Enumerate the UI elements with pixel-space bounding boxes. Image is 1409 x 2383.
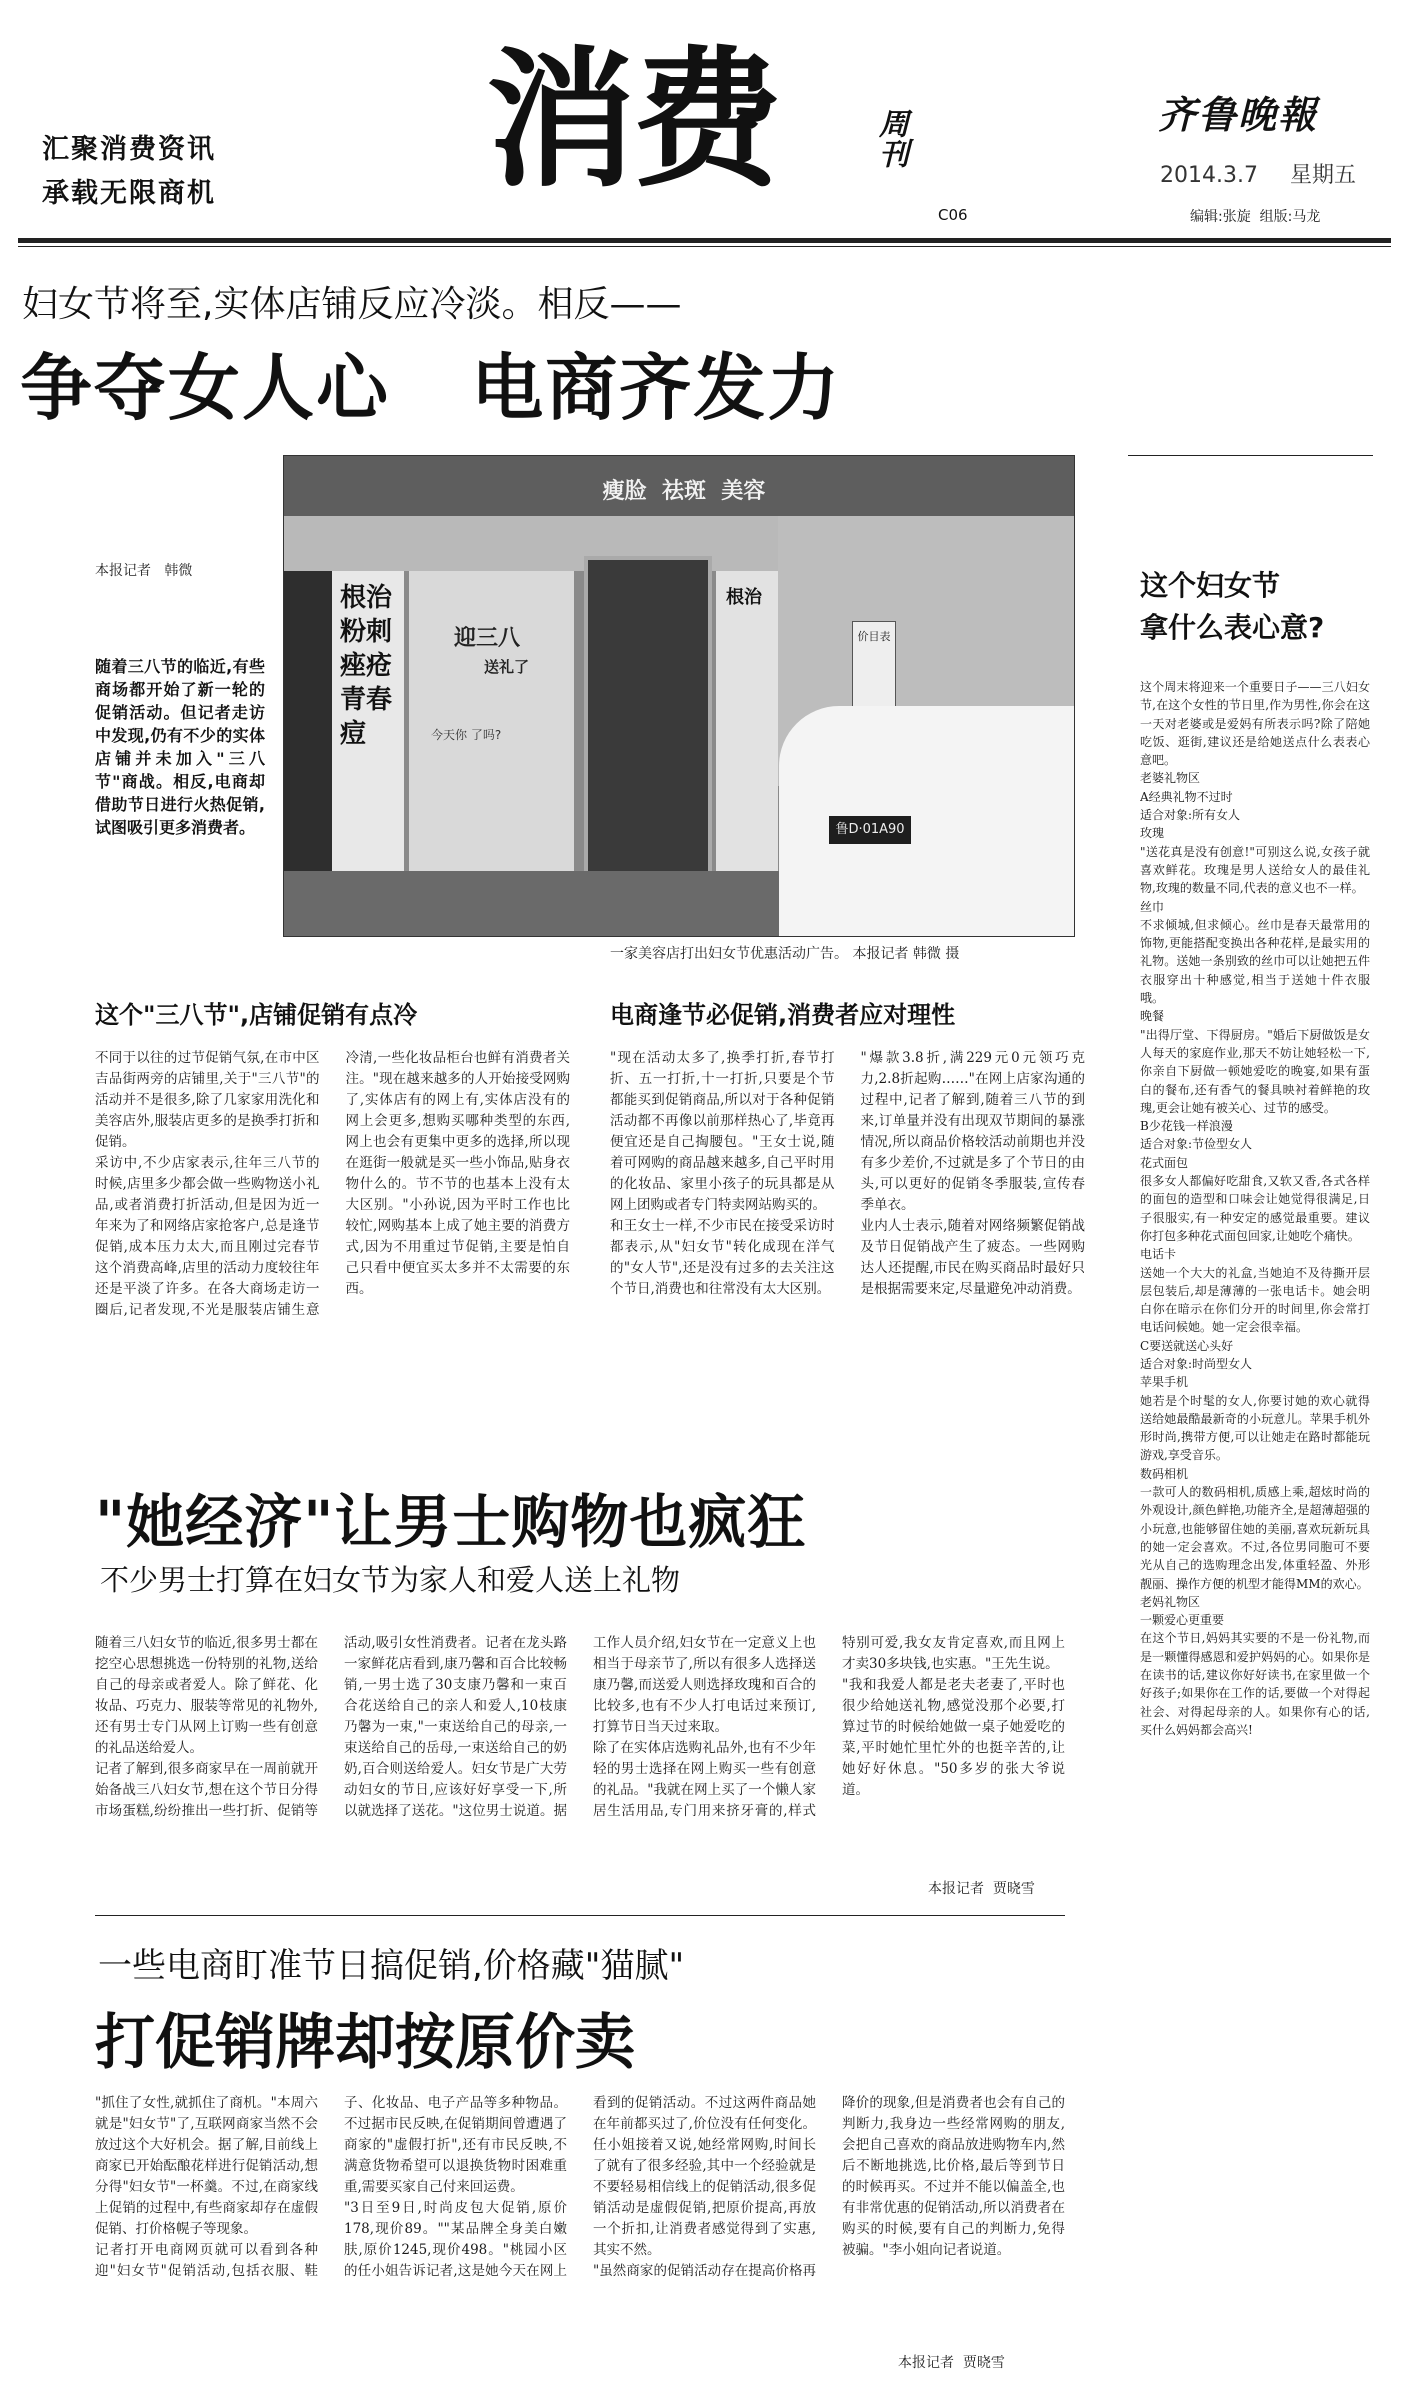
center-poster-sub: 送礼了 [484,658,530,676]
masthead-rule [18,238,1391,243]
feature-divider [95,1915,1065,1916]
feature2-body: 随着三八妇女节的临近,很多男士都在挖空心思想挑选一份特别的礼物,送给自己的母亲或者爱人。除了鲜花、化妆品、巧克力、服装等常见的礼物外,还有男士专门从网上订购一些有创意的礼品送给爱人。 记者了解到,很多商家早在一周前就开始备战三八妇女节,想在这个节日分得市场蛋糕,纷纷推出一些打折、促销等活动,吸引女性消费者。记者在龙头路一家鲜花店看到,康乃馨和百合比较畅销,一男士选了30支康乃馨和一束百合花送给自己的亲人和爱人,10枝康乃馨为一束,"一束送给自己的母亲,一束送给自己的岳母,一束送给自己的奶奶,百合则送给爱人。妇女节是广大劳动妇女的节日,应该好好享受一下,所以就选择了送花。"这位男士说道。据工作人员介绍,妇女节在一定意义上也相当于母亲节了,所以有很多人选择送康乃馨,而送爱人则选择玫瑰和百合的比较多,也有不少人打电话过来预订,打算节日当天过来取。 除了在实体店选购礼品外,也有不少年轻的男士选择在网上购买一些有创意的礼品。"我就在网上买了一个懒人家居生活用品,专门用来挤牙膏的,样式特别可爱,我女友肯定喜欢,而且网上才卖30多块钱,也实惠。"王先生说。 "我和我爱人都是老夫老妻了,平时也很少给她送礼物,感觉没那个必要,打算过节的时候给她做一桌子她爱吃的菜,平时她忙里忙外的也挺辛苦的,让她好好休息。"50多岁的张大爷说道。 [95,1635,1065,1819]
lead-byline: 本报记者 韩微 [95,563,193,579]
center-poster [409,571,574,871]
banner-text: 瘦脸 祛斑 美容 [602,479,766,504]
photo-caption: 一家美容店打出妇女节优惠活动广告。 本报记者 韩微 摄 [610,946,960,962]
masthead-slogan [42,128,216,216]
feature3-kicker: 一些电商盯准节日搞促销,价格藏"猫腻" [98,1946,685,1986]
date: 2014.3.7 [1160,163,1258,188]
sub1-title: 这个"三八节",店铺促销有点冷 [95,1001,418,1029]
parked-car [779,706,1075,936]
right-poster-text: 根治 [726,587,762,608]
page-number: C06 [938,206,968,224]
weekly-tag: 周刊 [873,108,908,168]
feature3-byline: 本报记者 贾晓雪 [898,2355,1005,2371]
sub1-body: 不同于以往的过节促销气氛,在市中区吉品街两旁的店铺里,关于"三八节"的活动并不是很多,除了几家家用洗化和美容店外,服装店更多的是换季打折和促销。 采访中,不少店家表示,往年三八节的时候,店里多少都会做一些购物送小礼品,或者消费打折活动,但是因为近一年来为了和网络店家抢客户,总是逢节促销,成本压力太大,而且刚过完春节这个消费高峰,店里的活动力度较往年还是平淡了许多。在各大商场走访一圈后,记者发现,不光是服装店铺生意冷清,一些化妆品柜台也鲜有消费者关注。"现在越来越多的人开始接受网购了,实体店有的网上有,实体店没有的网上会更多,想购买哪种类型的东西,网上也会有更集中更多的选择,所以现在逛街一般就是买一些小饰品,贴身衣物什么的。节不节的也基本上没有太大区别。"小孙说,因为平时工作也比较忙,网购基本上成了她主要的消费方式,因为不用重过节促销,主要是怕自己只看中便宜买太多并不太需要的东西。 [95,1050,570,1318]
center-poster-small: 今天你 了吗? [431,728,502,742]
lead-kicker: 妇女节将至,实体店铺反应冷淡。相反—— [22,284,682,325]
feature2-subhead: 不少男士打算在妇女节为家人和爱人送上礼物 [100,1563,681,1597]
feature2-headline: "她经济"让男士购物也疯狂 [95,1488,807,1556]
slogan-line-2: 承载无限商机 [42,178,216,209]
paper-name: 齐鲁晚報 [1158,92,1319,137]
lead-photo [283,455,1075,937]
sub2-body: "现在活动太多了,换季打折,春节打折、五一打折,十一打折,只要是个节都能买到促销商品,所以对于各种促销活动都不再像以前那样热心了,毕竟再便宜还是自己掏腰包。"王女士说,随着可网购的商品越来越多,自己平时用的化妆品、家里小孩子的玩具都是从网上团购或者专门特卖网站购买的。 和王女士一样,不少市民在接受采访时都表示,从"妇女节"转化成现在洋气的"女人节",还是没有过多的去关注这个节日,消费也和往常没有太大区别。 "爆款3.8折,满229元0元领巧克力,2.8折起购……"在网上店家沟通的过程中,记者了解到,随着三八节的到来,订单量并没有出现双节期间的暴涨情况,所以商品价格较活动前期也并没有多少差价,不过就是多了个节日的由头,可以更好的促销冬季服装,宣传春季单衣。 业内人士表示,随着对网络频繁促销战及节日促销战产生了疲态。一些网购达人还提醒,市民在购买商品时最好只是根据需要来定,尽量避免冲动消费。 [610,1050,1085,1297]
car-plate: 鲁D·01A90 [829,816,911,844]
feature3-body: "抓住了女性,就抓住了商机。"本周六就是"妇女节"了,互联网商家当然不会放过这个大好机会。据了解,目前线上商家已开始酝酿花样进行促销活动,想分得"妇女节"一杯羹。不过,在商家线上促销的过程中,有些商家却存在虚假促销、打价格幌子等现象。 记者打开电商网页就可以看到各种迎"妇女节"促销活动,包括衣服、鞋子、化妆品、电子产品等多种物品。不过据市民反映,在促销期间曾遭遇了商家的"虚假打折",还有市民反映,不满意货物希望可以退换货物时困难重重,需要买家自己付来回运费。 "3日至9日,时尚皮包大促销,原价178,现价89。""某品牌全身美白嫩肤,原价1245,现价498。"桃园小区的任小姐告诉记者,这是她今天在网上看到的促销活动。不过这两件商品她在年前都买过了,价位没有任何变化。任小姐接着又说,她经常网购,时间长了就有了很多经验,其中一个经验就是不要轻易相信线上的促销活动,很多促销活动是虚假促销,把原价提高,再放一个折扣,让消费者感觉得到了实惠,其实不然。 "虽然商家的促销活动存在提高价格再降价的现象,但是消费者也会有自己的判断力,我身边一些经常网购的朋友,会把自己喜欢的商品放进购物车内,然后不断地挑选,比价格,最后等到节日的时候再买。不过并不能以偏盖全,也有非常优惠的促销活动,所以消费者在购买的时候,要有自己的判断力,免得被骗。"李小姐向记者说道。 [95,2095,1065,2279]
issue-date [1160,158,1356,189]
sidebar-title [1140,565,1324,649]
section-title: 消费 [486,34,779,208]
sidebar-divider [1128,455,1373,456]
feature2-byline: 本报记者 贾晓雪 [928,1881,1035,1897]
lead-headline: 争夺女人心 电商齐发力 [20,346,842,430]
weekday: 星期五 [1289,163,1356,188]
storefront-door-left [284,571,332,871]
center-poster-title: 迎三八 [454,626,521,651]
editors-line: 编辑:张旋 组版:马龙 [1190,209,1321,225]
price-sign-text: 价目表 [857,630,891,643]
masthead-rule-thin [18,246,1391,247]
sidebar-title-line-1: 这个妇女节 [1140,569,1281,602]
sidebar-title-line-2: 拿什么表心意? [1140,611,1325,644]
left-poster-text: 根治粉刺痤疮青春痘 [340,583,393,749]
lead-intro: 随着三八节的临近,有些商场都开始了新一轮的促销活动。但记者走访中发现,仍有不少的实体店铺并未加入"三八节"商战。相反,电商却借助节日进行火热促销,试图吸引更多消费者。 [95,657,265,837]
glass-door [584,556,712,889]
sub2-title: 电商逢节必促销,消费者应对理性 [610,1001,956,1029]
left-poster [332,571,404,871]
feature3-headline: 打促销牌却按原价卖 [95,2008,635,2078]
sidewalk [284,871,779,936]
slogan-line-1: 汇聚消费资讯 [42,134,216,165]
right-poster [716,571,778,871]
sidebar-body: 这个周末将迎来一个重要日子——三八妇女节,在这个女性的节日里,作为男性,你会在这一天对老婆或是爱妈有所表示吗?除了陪她吃饭、逛街,建议还是给她送点什么表表心意吧。 老婆礼物区 A经典礼物不过时 适合对象:所有女人 玫瑰 "送花真是没有创意!"可别这么说,女孩子就喜欢鲜花。玫瑰是男人送给女人的最佳礼物,玫瑰的数量不同,代表的意义也不一样。 丝巾 不求倾城,但求倾心。丝巾是春天最常用的饰物,更能搭配变换出各种花样,是最实用的礼物。送她一条别致的丝巾可以让她把五件衣服穿出十种感觉,相当于送她十件衣服哦。 晚餐 "出得厅堂、下得厨房。"婚后下厨做饭是女人每天的家庭作业,那天不妨让她轻松一下,你亲自下厨做一顿她爱吃的晚宴,如果有蛋白的餐布,还有香气的餐具映衬着鲜艳的玫瑰,更会让她有被关心、过节的感受。 B少花钱一样浪漫 适合对象:节俭型女人 花式面包 很多女人都偏好吃甜食,又软又香,各式各样的面包的造型和口味会让她觉得很满足,日子很服实,有一种安定的感觉最重要。建议你打包多种花式面包回家,让她吃个痛快。 电话卡 送她一个大大的礼盒,当她迫不及待撕开层层包装后,却是薄薄的一张电话卡。她会明白你在暗示在你们分开的时间里,你会常打电话问候她。她一定会很幸福。 C要送就送心头好 适合对象:时尚型女人 苹果手机 她若是个时髦的女人,你要讨她的欢心就得送给她最酷最新奇的小玩意儿。苹果手机外形时尚,携带方便,可以让她走在路时都能玩游戏,享受音乐。 数码相机 一款可人的数码相机,质感上乘,超炫时尚的外观设计,颜色鲜艳,功能齐全,是超薄超强的小玩意,也能够留住她的美丽,喜欢玩新玩具的她一定会喜欢。不过,各位男同胞可不要光从自己的选购理念出发,体重轻盈、外形靓丽、操作方便的机型才能得MM的欢心。 老妈礼物区 一颗爱心更重要 在这个节日,妈妈其实要的不是一份礼物,而是一颗懂得感恩和爱护妈妈的心。如果你是在读书的话,建议你好好读书,在家里做一个好孩子;如果你在工作的话,要做一个对得起社会、对得起母亲的人。如果你有心的话,买什么妈妈都会高兴! [1140,680,1370,1737]
